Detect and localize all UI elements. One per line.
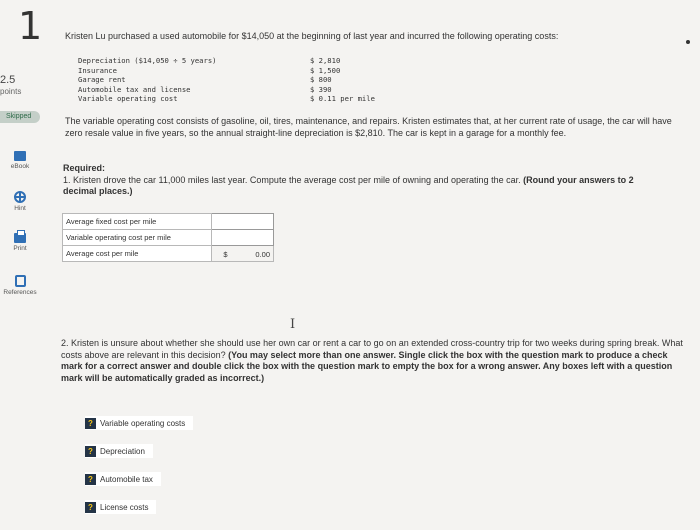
cost-label: Garage rent <box>78 75 126 85</box>
hint-icon <box>14 191 26 203</box>
option-label: Automobile tax <box>100 474 153 484</box>
references-button[interactable] <box>0 275 40 296</box>
row-label: Average cost per mile <box>63 246 212 262</box>
question-mark-box[interactable]: ? <box>85 474 96 485</box>
ebook-label: eBook <box>10 163 30 170</box>
ebook-icon <box>14 151 26 161</box>
points-indicator <box>0 74 21 98</box>
part2-text: 2. Kristen is unsure about whether she should use her own car or rent a car to go on an extended cross-country trip for two weeks during spring break. What costs above are relevant in this decision? <box>61 338 683 360</box>
row-label: Average fixed cost per mile <box>63 214 212 230</box>
points-label: points <box>0 87 22 96</box>
question-number: 1 <box>18 4 43 48</box>
table-row <box>63 230 274 246</box>
status-badge: Skipped <box>0 111 40 123</box>
currency-symbol: $ <box>223 250 228 259</box>
cost-label: Automobile tax and license <box>78 84 191 94</box>
option-label: Depreciation <box>100 446 145 456</box>
cost-label: Insurance <box>78 65 117 75</box>
part2-instruction: (You may select more than one answer. Single click the box with the question mark to produce a check mark for a correct answer and double click the box with the question mark to empty the box for a wrong answer. Any boxes left with a question mark will be automatically graded as incorrect.) <box>61 349 673 383</box>
required-heading: Required: <box>63 163 106 173</box>
text-cursor-icon: I <box>290 317 296 332</box>
option-label: License costs <box>100 502 149 512</box>
print-icon <box>14 233 26 243</box>
cost-value: $ 1,500 <box>310 65 341 75</box>
answer-table <box>62 213 274 262</box>
references-icon <box>15 275 26 287</box>
option-automobile-tax[interactable] <box>85 472 161 486</box>
cost-value: $ 800 <box>310 75 332 85</box>
hint-label: Hint <box>14 205 26 212</box>
cost-label: Depreciation ($14,050 ÷ 5 years) <box>78 56 217 65</box>
cost-value: $ 0.11 per mile <box>310 94 375 104</box>
references-label: References <box>3 289 37 296</box>
cost-value: $ 390 <box>310 84 332 94</box>
print-button[interactable] <box>0 233 40 252</box>
required-part1-text: 1. Kristen drove the car 11,000 miles last year. Compute the average cost per mile of owning and operating the car. <box>63 175 521 185</box>
average-fixed-cost-input[interactable] <box>212 214 274 230</box>
question-mark-box[interactable]: ? <box>85 502 96 513</box>
problem-intro: Kristen Lu purchased a used automobile for $14,050 at the beginning of last year and incurred the following operating costs: <box>65 31 559 41</box>
result-value: 0.00 <box>255 250 270 259</box>
table-row <box>63 246 274 262</box>
problem-paragraph: The variable operating cost consists of gasoline, oil, tires, maintenance, and repairs. Kristen estimates that, at her current rate of usage, the car will have zero resale value in five years, so the annual straight-line depreciation is $2,810. The car is kept in a garage for a monthly fee. <box>65 116 672 138</box>
option-depreciation[interactable] <box>85 444 153 458</box>
points-value: 2.5 <box>0 74 16 86</box>
option-variable-operating-costs[interactable] <box>85 416 193 430</box>
part2-question <box>61 338 689 384</box>
table-row <box>63 214 274 230</box>
variable-cost-input[interactable] <box>212 230 274 246</box>
ebook-button[interactable] <box>0 151 40 170</box>
cost-label: Variable operating cost <box>78 94 178 104</box>
option-license-costs[interactable] <box>85 500 156 514</box>
question-mark-box[interactable]: ? <box>85 418 96 429</box>
average-cost-result <box>212 246 274 262</box>
print-label: Print <box>13 245 27 252</box>
question-mark-box[interactable]: ? <box>85 446 96 457</box>
required-part1-instruction: (Round your answers to 2 decimal places.) <box>63 175 634 196</box>
decorative-dot <box>686 40 690 44</box>
required-part1 <box>63 175 663 197</box>
row-label: Variable operating cost per mile <box>63 230 212 246</box>
option-label: Variable operating costs <box>100 418 186 428</box>
cost-value: $ 2,810 <box>310 56 341 65</box>
hint-button[interactable] <box>0 191 40 212</box>
